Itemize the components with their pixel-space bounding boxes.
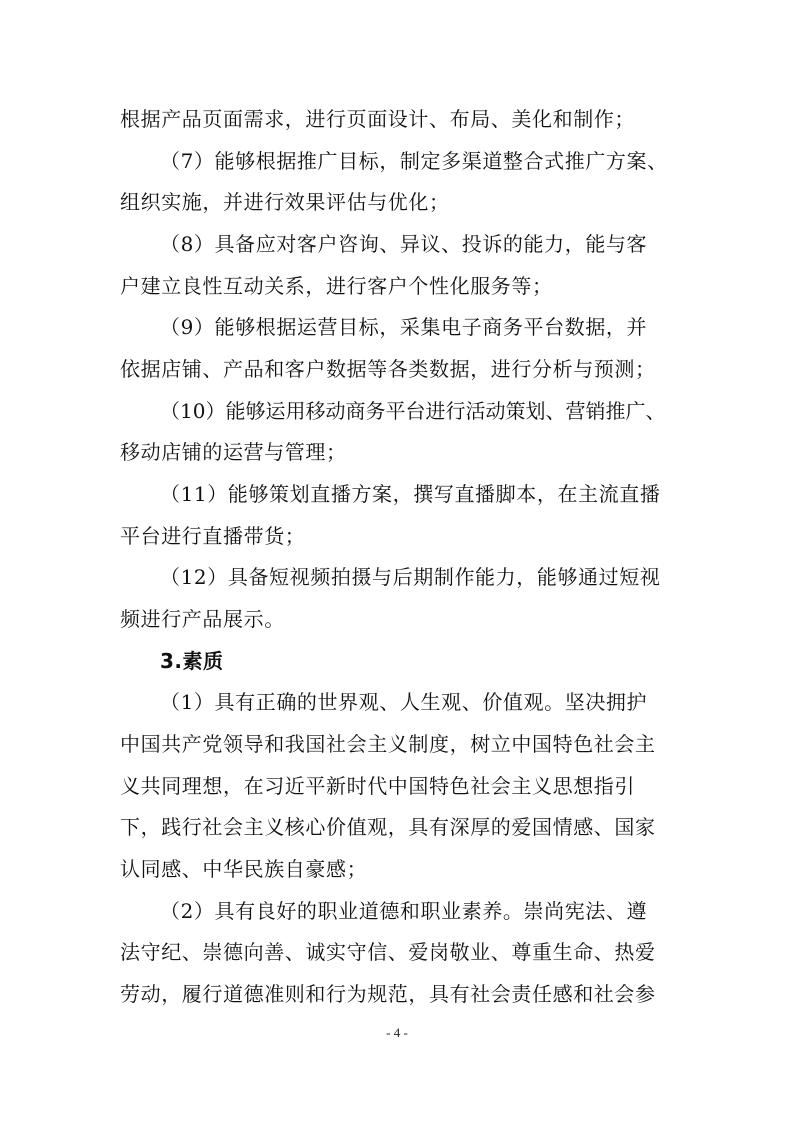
text-line: 频进行产品展示。 <box>120 607 285 631</box>
text-line: 组织实施，并进行效果评估与优化； <box>120 190 450 214</box>
text-line: 根据产品页面需求，进行页面设计、布局、美化和制作； <box>120 107 635 131</box>
text-line: （9）能够根据运营目标，采集电子商务平台数据，并 <box>160 315 648 339</box>
text-line: 义共同理想，在习近平新时代中国特色社会主义思想指引 <box>120 774 635 798</box>
text-line: 依据店铺、产品和客户数据等各类数据，进行分析与预测； <box>120 357 656 381</box>
page-number: - 4 - <box>386 1025 408 1040</box>
text-line: 法守纪、崇德向善、诚实守信、爱岗敬业、尊重生命、热爱 <box>120 940 656 964</box>
text-line: 下，践行社会主义核心价值观，具有深厚的爱国情感、国家 <box>120 815 656 839</box>
text-line: 认同感、中华民族自豪感； <box>120 857 368 881</box>
text-line: （1）具有正确的世界观、人生观、价值观。坚决拥护 <box>160 690 648 714</box>
text-line: 户建立良性互动关系，进行客户个性化服务等； <box>120 274 553 298</box>
text-line: 平台进行直播带货； <box>120 524 306 548</box>
text-line: 劳动，履行道德准则和行为规范，具有社会责任感和社会参 <box>120 982 656 1006</box>
text-line: （12）具备短视频拍摄与后期制作能力，能够通过短视 <box>160 565 661 589</box>
text-line: 中国共产党领导和我国社会主义制度，树立中国特色社会主 <box>120 732 656 756</box>
text-line: （10）能够运用移动商务平台进行活动策划、营销推广、 <box>160 399 666 423</box>
section-heading: 3.素质 <box>160 649 224 673</box>
text-line: （8）具备应对客户咨询、异议、投诉的能力，能与客 <box>160 232 648 256</box>
text-line: （2）具有良好的职业道德和职业素养。崇尚宪法、遵 <box>160 899 648 923</box>
text-line: 移动店铺的运营与管理； <box>120 440 347 464</box>
text-line: （7）能够根据推广目标，制定多渠道整合式推广方案、 <box>160 149 668 173</box>
text-line: （11）能够策划直播方案，撰写直播脚本，在主流直播 <box>160 482 661 506</box>
